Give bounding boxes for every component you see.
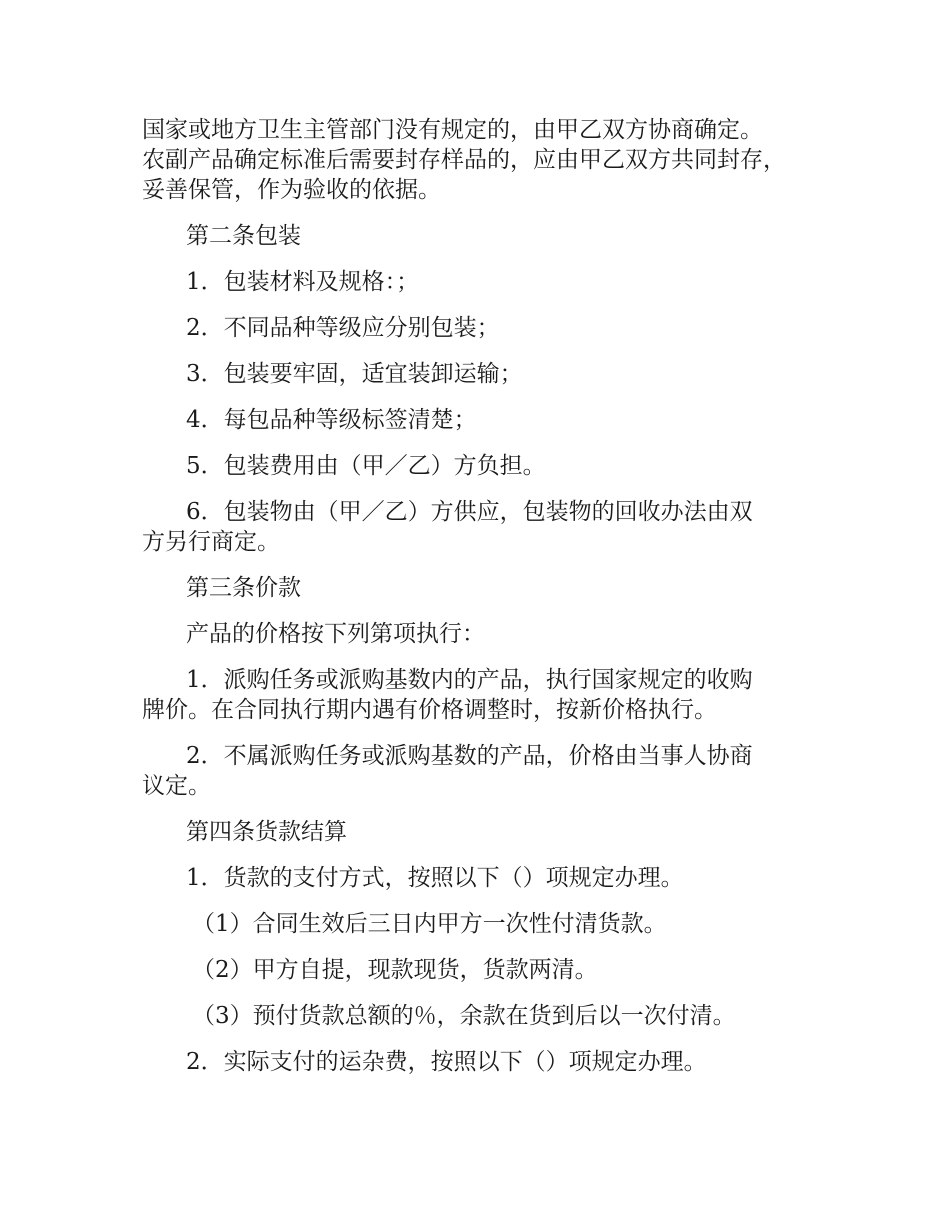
payment-option: （3）预付货款总额的％，余款在货到后以一次付清。 bbox=[192, 1003, 736, 1029]
opening-paragraph bbox=[142, 115, 832, 205]
article-2-item: 2．不同品种等级应分别包装； bbox=[186, 315, 500, 341]
article-4-item-1: 1．货款的支付方式，按照以下（）项规定办理。 bbox=[186, 865, 684, 891]
text-line: 方另行商定。 bbox=[142, 529, 280, 555]
document-page bbox=[142, 115, 832, 1093]
article-3-item-1 bbox=[142, 665, 832, 725]
payment-option: （1）合同生效后三日内甲方一次性付清货款。 bbox=[192, 911, 667, 937]
article-2-item: 3．包装要牢固，适宜装卸运输； bbox=[186, 361, 523, 387]
article-3-intro: 产品的价格按下列第项执行： bbox=[186, 621, 485, 647]
text-line: 1．派购任务或派购基数内的产品，执行国家规定的收购 bbox=[186, 667, 753, 693]
text-line: 国家或地方卫生主管部门没有规定的，由甲乙双方协商确定。 bbox=[142, 117, 763, 143]
article-2-item: 5．包装费用由（甲／乙）方负担。 bbox=[186, 453, 546, 479]
text-line: 6．包装物由（甲／乙）方供应，包装物的回收办法由双 bbox=[186, 499, 753, 525]
article-4-heading: 第四条货款结算 bbox=[186, 819, 347, 845]
article-2-item: 1．包装材料及规格：； bbox=[186, 269, 420, 295]
article-3-item-2 bbox=[142, 741, 832, 801]
text-line: 牌价。在合同执行期内遇有价格调整时，按新价格执行。 bbox=[142, 697, 717, 723]
text-line: 议定。 bbox=[142, 773, 211, 799]
text-line: 妥善保管，作为验收的依据。 bbox=[142, 177, 441, 203]
text-line: 农副产品确定标准后需要封存样品的，应由甲乙双方共同封存， bbox=[142, 147, 786, 173]
article-2-item: 4．每包品种等级标签清楚； bbox=[186, 407, 477, 433]
text-line: 2．不属派购任务或派购基数的产品，价格由当事人协商 bbox=[186, 743, 753, 769]
article-2-heading: 第二条包装 bbox=[186, 223, 301, 249]
article-3-heading: 第三条价款 bbox=[186, 575, 301, 601]
article-2-item-6 bbox=[142, 497, 832, 557]
article-4-item-2: 2．实际支付的运杂费，按照以下（）项规定办理。 bbox=[186, 1049, 707, 1075]
payment-option: （2）甲方自提，现款现货，货款两清。 bbox=[192, 957, 598, 983]
